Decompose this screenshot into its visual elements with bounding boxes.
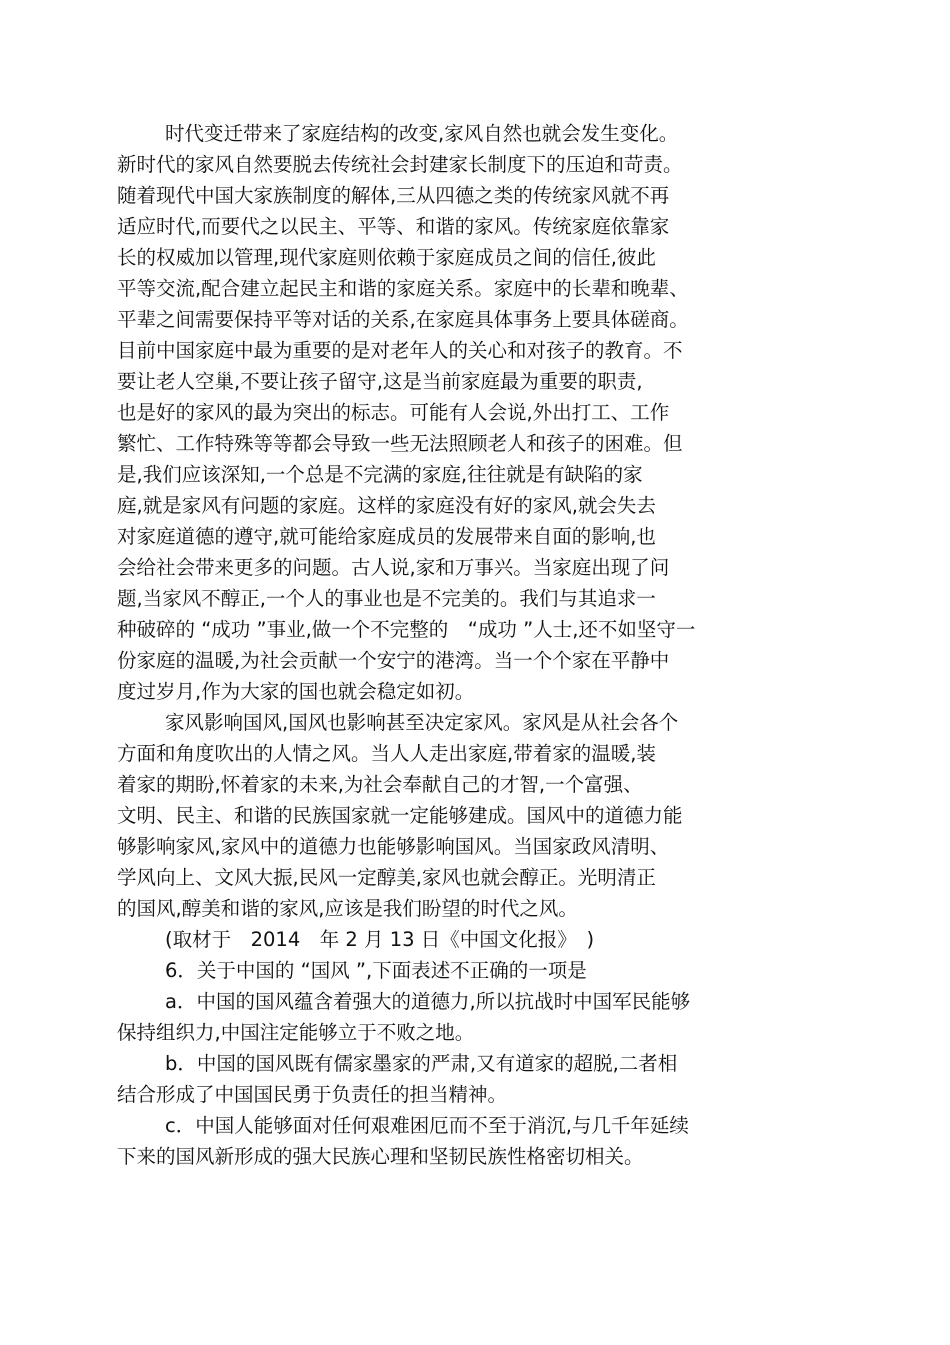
text-line: 文明、民主、和谐的民族国家就一定能够建成。国风中的道德力能: [117, 804, 683, 827]
text-line: 度过岁月,作为大家的国也就会稳定如初。: [117, 680, 475, 703]
option-c-continued: 下来的国风新形成的强大民族心理和坚韧民族性格密切相关。: [117, 1145, 644, 1168]
text-line: 长的权威加以管理,现代家庭则依赖于家庭成员之间的信任,彼此: [117, 246, 656, 269]
text-line: 平等交流,配合建立起民主和谐的家庭关系。家庭中的长辈和晚辈、: [117, 277, 689, 300]
text-line: 适应时代,而要代之以民主、平等、和谐的家风。传统家庭依靠家: [117, 215, 670, 238]
text-line: 庭,就是家风有问题的家庭。这样的家庭没有好的家风,就会失去: [117, 494, 656, 517]
text-line: 要让老人空巢,不要让孩子留守,这是当前家庭最为重要的职责,: [117, 370, 643, 393]
text-line: 方面和角度吹出的人情之风。当人人走出家庭,带着家的温暖,装: [117, 742, 656, 765]
source-citation: (取材于 2014 年 2 月 13 日《中国文化报》 ): [165, 928, 595, 951]
text-line: 目前中国家庭中最为重要的是对老年人的关心和对孩子的教育。不: [117, 339, 683, 362]
option-b: b．中国的国风既有儒家墨家的严肃,又有道家的超脱,二者相: [165, 1052, 678, 1075]
text-line: 份家庭的温暖,为社会贡献一个安宁的港湾。当一个个家在平静中: [117, 649, 670, 672]
text-line: 也是好的家风的最为突出的标志。可能有人会说,外出打工、工作: [117, 401, 670, 424]
text-line: 家风影响国风,国风也影响甚至决定家风。家风是从社会各个: [165, 711, 679, 734]
option-c: c．中国人能够面对任何艰难困厄而不至于消沉,与几千年延续: [165, 1114, 689, 1137]
option-a: a．中国的国风蕴含着强大的道德力,所以抗战时中国军民能够: [165, 990, 691, 1013]
text-line: 着家的期盼,怀着家的未来,为社会奉献自己的才智,一个富强、: [117, 773, 643, 796]
text-line: 对家庭道德的遵守,就可能给家庭成员的发展带来自面的影响,也: [117, 525, 656, 548]
text-line: 种破碎的 “成功 ”事业,做一个不完整的 “成功 ”人士,还不如坚守一: [117, 618, 696, 641]
text-line: 繁忙、工作特殊等等都会导致一些无法照顾老人和孩子的困难。但: [117, 432, 683, 455]
text-line: 会给社会带来更多的问题。古人说,家和万事兴。当家庭出现了问: [117, 556, 670, 579]
text-line: 新时代的家风自然要脱去传统社会封建家长制度下的压迫和苛责。: [117, 153, 683, 176]
text-line: 够影响家风,家风中的道德力也能够影响国风。当国家政风清明、: [117, 835, 670, 858]
text-line: 是,我们应该深知,一个总是不完满的家庭,往往就是有缺陷的家: [117, 463, 643, 486]
option-a-continued: 保持组织力,中国注定能够立于不败之地。: [117, 1021, 475, 1044]
option-b-continued: 结合形成了中国国民勇于负责任的担当精神。: [117, 1083, 508, 1106]
text-line: 时代变迁带来了家庭结构的改变,家风自然也就会发生变化。: [165, 122, 679, 145]
text-line: 题,当家风不醇正,一个人的事业也是不完美的。我们与其追求一: [117, 587, 656, 610]
text-line: 学风向上、文风大振,民风一定醇美,家风也就会醇正。光明清正: [117, 866, 656, 889]
question-stem: 6．关于中国的 “国风 ”,下面表述不正确的一项是: [165, 959, 587, 982]
text-line: 平辈之间需要保持平等对话的关系,在家庭具体事务上要具体磋商。: [117, 308, 689, 331]
text-line: 随着现代中国大家族制度的解体,三从四德之类的传统家风就不再: [117, 184, 670, 207]
text-line: 的国风,醇美和谐的家风,应该是我们盼望的时代之风。: [117, 897, 578, 920]
